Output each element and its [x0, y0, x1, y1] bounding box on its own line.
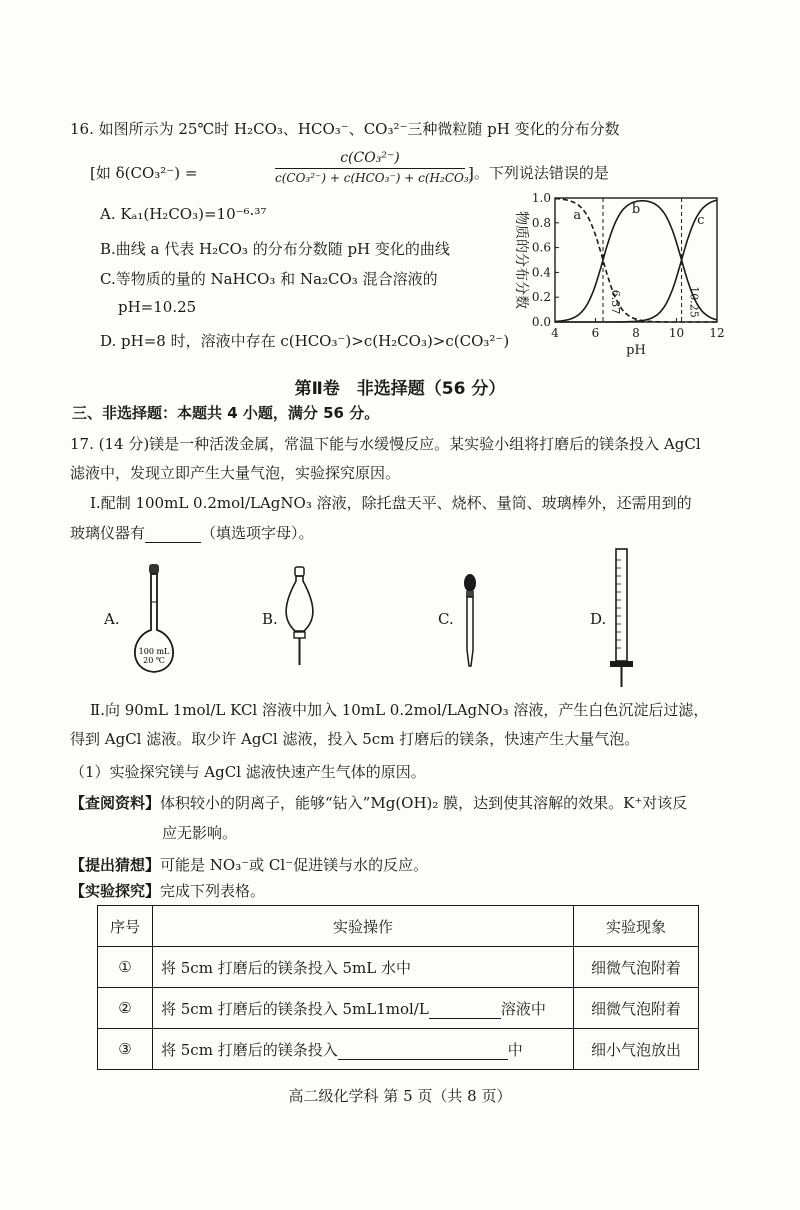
- row-phenomenon: 细小气泡放出: [574, 1029, 699, 1070]
- q17-intro-line2: 滤液中，发现立即产生大量气泡，实验探究原因。: [70, 464, 401, 482]
- experiment-table: [97, 905, 699, 1070]
- row-phenomenon: 细微气泡附着: [574, 947, 699, 988]
- pka-label: 10.25: [687, 286, 701, 318]
- header-operation: 实验操作: [153, 906, 574, 947]
- table-row: [98, 947, 699, 988]
- y-tick-label: 1.0: [531, 191, 551, 205]
- reference-line2: 应无影响。: [162, 824, 238, 842]
- formula-lhs: [如 δ(CO₃²⁻) =: [90, 164, 198, 182]
- q17-intro-line1: 17. (14 分)镁是一种活泼金属，常温下能与水缓慢反应。某实验小组将打磨后的镁条投入 AgCl: [70, 435, 701, 453]
- y-tick-label: 0.0: [531, 315, 551, 329]
- q17-part2-line1: Ⅱ.向 90mL 1mol/L KCl 溶液中加入 10mL 0.2mol/LAgNO₃ 溶液，产生白色沉淀后过滤，: [90, 701, 709, 719]
- y-axis-label: 物质的分布分数: [513, 211, 529, 309]
- row-operation-prefix: 将 5cm 打磨后的镁条投入: [161, 1040, 338, 1059]
- table-row: [98, 1029, 699, 1070]
- separatory-funnel-icon: [275, 565, 325, 675]
- section-title: 第Ⅱ卷 非选择题（56 分）: [294, 379, 506, 399]
- x-tick-label: 6: [591, 326, 600, 340]
- q16-option-b: B.曲线 a 代表 H₂CO₃ 的分布分数随 pH 变化的曲线: [100, 240, 450, 258]
- experiment-label: 【实验探究】: [70, 882, 161, 900]
- y-tick-label: 0.2: [531, 290, 551, 305]
- volumetric-flask-icon: [120, 562, 190, 677]
- experiment-text: 完成下列表格。: [160, 882, 266, 900]
- row-num: ①: [98, 947, 153, 988]
- pka-label: 6.37: [608, 289, 622, 315]
- row-operation-suffix: 溶液中: [500, 999, 546, 1018]
- row-operation-prefix: 将 5cm 打磨后的镁条投入 5mL1mol/L: [161, 999, 429, 1018]
- section-subtitle: 三、非选择题：本题共 4 小题，满分 56 分。: [72, 404, 380, 422]
- answer-blank[interactable]: [145, 524, 201, 543]
- row-operation: [153, 988, 574, 1029]
- formula-denominator: c(CO₃²⁻) + c(HCO₃⁻) + c(H₂CO₃): [275, 171, 474, 185]
- header-num: 序号: [98, 906, 153, 947]
- dropper-icon: [455, 570, 485, 670]
- hypothesis-label: 【提出猜想】: [70, 856, 161, 874]
- row-operation: [153, 1029, 574, 1070]
- apparatus-label-a: A.: [104, 610, 120, 628]
- hypothesis-line: [70, 854, 428, 875]
- curve-label-c: c: [697, 213, 705, 229]
- distribution-chart: [495, 186, 735, 358]
- x-tick-label: 10: [668, 326, 685, 340]
- row-phenomenon: 细微气泡附着: [574, 988, 699, 1029]
- q16-option-c-cont: pH=10.25: [118, 298, 197, 316]
- reference-label: 【查阅资料】: [70, 794, 161, 812]
- curve-label-b: b: [631, 201, 641, 217]
- q17-sub1: （1）实验探究镁与 AgCl 滤液快速产生气体的原因。: [70, 763, 426, 781]
- flask-mark-volume: 100 mL: [138, 647, 170, 656]
- q17-part1-line1: Ⅰ.配制 100mL 0.2mol/LAgNO₃ 溶液，除托盘天平、烧杯、量筒、玻璃棒外，还需用到的: [90, 494, 692, 512]
- row-operation-suffix: 中: [507, 1040, 523, 1059]
- table-row: [98, 988, 699, 1029]
- page-footer: 高二级化学科 第 5 页（共 8 页）: [288, 1087, 512, 1105]
- y-tick-label: 0.8: [531, 215, 551, 230]
- hypothesis-text: 可能是 NO₃⁻或 Cl⁻促进镁与水的反应。: [160, 856, 429, 874]
- answer-blank[interactable]: [338, 1041, 508, 1060]
- formula-rhs: ]。下列说法错误的是: [468, 164, 609, 182]
- y-tick-label: 0.6: [531, 240, 551, 255]
- x-axis-label: pH: [626, 343, 646, 358]
- y-tick-label: 0.4: [531, 265, 551, 280]
- apparatus-label-b: B.: [262, 610, 278, 628]
- formula-numerator: c(CO₃²⁻): [275, 150, 465, 169]
- experiment-line: [70, 880, 265, 901]
- row-num: ②: [98, 988, 153, 1029]
- curve-label-a: a: [573, 208, 582, 224]
- q17-part1-prefix: 玻璃仪器有: [70, 524, 146, 542]
- formula-fraction: [275, 150, 474, 185]
- q16-option-a: A. Kₐ₁(H₂CO₃)=10⁻⁶·³⁷: [100, 205, 267, 223]
- apparatus-label-c: C.: [438, 610, 454, 628]
- x-tick-label: 4: [551, 326, 559, 340]
- reference-line1: [70, 792, 687, 813]
- burette-icon: [602, 545, 642, 690]
- reference-text: 体积较小的阴离子，能够“钻入”Mg(OH)₂ 膜，达到使其溶解的效果。K⁺对该反: [160, 794, 688, 812]
- x-tick-label: 8: [632, 326, 640, 340]
- x-tick-label: 12: [709, 326, 725, 340]
- apparatus-label-d: D.: [590, 610, 607, 628]
- q17-part1-suffix: （填选项字母）。: [201, 524, 314, 542]
- flask-mark-temp: 20 ℃: [143, 656, 165, 665]
- q16-option-d: D. pH=8 时，溶液中存在 c(HCO₃⁻)>c(H₂CO₃)>c(CO₃²⁻): [100, 332, 510, 350]
- q16-title: 16. 如图所示为 25℃时 H₂CO₃、HCO₃⁻、CO₃²⁻三种微粒随 pH 变化的分布分数: [70, 120, 620, 138]
- q17-part2-line2: 得到 AgCl 滤液。取少许 AgCl 滤液，投入 5cm 打磨后的镁条，快速产生大量气泡。: [70, 730, 640, 748]
- row-operation: 将 5cm 打磨后的镁条投入 5mL 水中: [153, 947, 574, 988]
- answer-blank[interactable]: [429, 1000, 501, 1019]
- q16-option-c: C.等物质的量的 NaHCO₃ 和 Na₂CO₃ 混合溶液的: [100, 270, 438, 288]
- table-header-row: [98, 906, 699, 947]
- row-num: ③: [98, 1029, 153, 1070]
- header-phenomenon: 实验现象: [574, 906, 699, 947]
- q17-part1-line2: [70, 522, 314, 543]
